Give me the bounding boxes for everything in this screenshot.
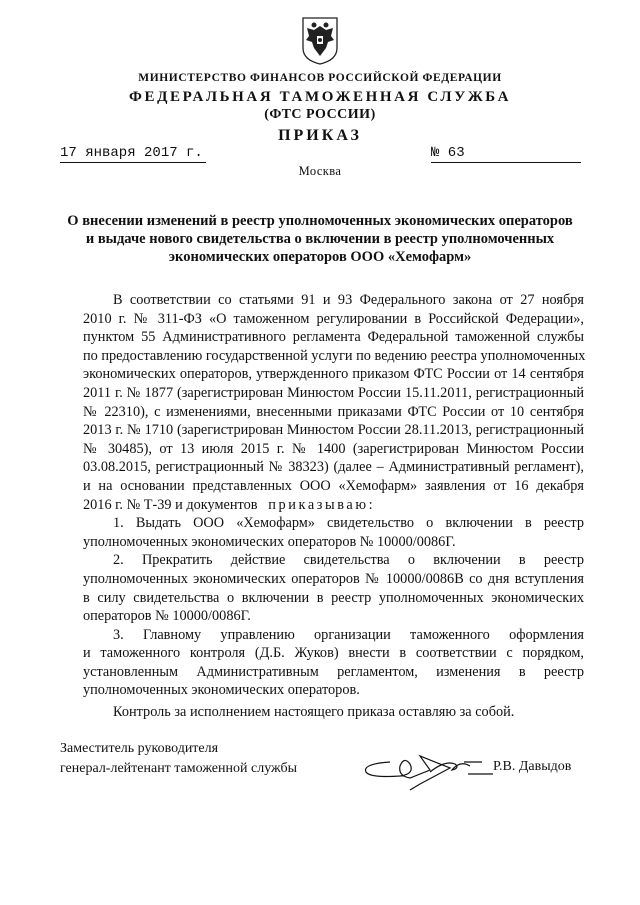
document-city: Москва (298, 164, 342, 178)
body-line: и на основании представленных ООО «Хемофарм» заявления от 16 декабря (83, 477, 584, 494)
body-line: № 30485), от 13 июля 2015 г. № 1400 (зарегистрирован Минюстом России (83, 440, 584, 457)
body-line: экономических операторов, утвержденного приказом ФТС России от 14 сентября (83, 366, 584, 383)
control-clause: Контроль за исполнением настоящего приказа оставляю за собой. (113, 704, 515, 720)
item-2: 2. Прекратить действие свидетельства о включении в реестр (113, 552, 584, 569)
body-line: В соответствии со статьями 91 и 93 Федерального закона от 27 ноября (113, 292, 584, 308)
body-line: по предоставлению государственной услуги по ведению реестра уполномоченных (83, 347, 586, 364)
body-line: и таможенного контроля (Д.Б. Жуков) внести в соответствии с порядком, (83, 645, 584, 662)
document-number: № 63 (431, 145, 581, 163)
body-line: операторов № 10000/0086Г. (83, 608, 251, 625)
item-1: 1. Выдать ООО «Хемофарм» свидетельство о включении в реестр (113, 515, 584, 532)
body-line: уполномоченных экономических операторов. (83, 682, 360, 699)
handwritten-signature (360, 750, 495, 792)
document-type: ПРИКАЗ (278, 127, 362, 144)
body-line: № 22310), с изменениями, внесенными приказами ФТС России от 10 сентября (83, 403, 584, 420)
body-line: 03.08.2015, регистрационный № 38323) (далее – Административный регламент), (83, 459, 584, 476)
body-line: уполномоченных экономических операторов № 10000/0086Г. (83, 533, 456, 550)
service-short-name: (ФТС РОССИИ) (264, 107, 376, 122)
ministry-name: МИНИСТЕРСТВО ФИНАНСОВ РОССИЙСКОЙ ФЕДЕРАЦИИ (138, 72, 502, 84)
body-line: 2013 г. № 1710 (зарегистрирован Минюстом России 28.11.2013, регистрационный (83, 422, 584, 439)
body-line: установленным Административным регламентом, изменения в реестр (83, 663, 584, 680)
item-3: 3. Главному управлению организации таможенного оформления (113, 626, 584, 643)
title-line: и выдаче нового свидетельства о включении в реестр уполномоченных (85, 231, 555, 247)
body-line (83, 496, 584, 515)
body-line: 2011 г. № 1877 (зарегистрирован Минюстом России 15.11.2011, регистрационный (83, 384, 584, 401)
signer-name: Р.В. Давыдов (493, 759, 572, 774)
document-body (83, 291, 584, 700)
signer-position-line: Заместитель руководителя (60, 741, 219, 756)
body-line-text: 2016 г. № Т-39 и документов (83, 496, 258, 513)
signer-position (60, 739, 297, 779)
title-line: экономических операторов ООО «Хемофарм» (168, 249, 472, 265)
document-title (0, 212, 640, 266)
document-date: 17 января 2017 г. (60, 145, 206, 163)
body-line: уполномоченных экономических операторов № 10000/0086В со дня вступления (83, 570, 584, 587)
service-name: ФЕДЕРАЛЬНАЯ ТАМОЖЕННАЯ СЛУЖБА (128, 89, 512, 105)
body-line: 2010 г. № 311-ФЗ «О таможенном регулировании в Российской Федерации», (83, 310, 584, 327)
body-line: пунктом 55 Административного регламента Федеральной таможенной службы (83, 329, 584, 346)
body-line: в силу свидетельства о включении в реестр уполномоченных экономических (83, 589, 584, 606)
order-word: приказываю: (268, 496, 376, 513)
signer-position-line: генерал-лейтенант таможенной службы (60, 761, 298, 776)
title-line: О внесении изменений в реестр уполномоченных экономических операторов (67, 213, 573, 229)
coat-of-arms-icon (300, 16, 340, 66)
